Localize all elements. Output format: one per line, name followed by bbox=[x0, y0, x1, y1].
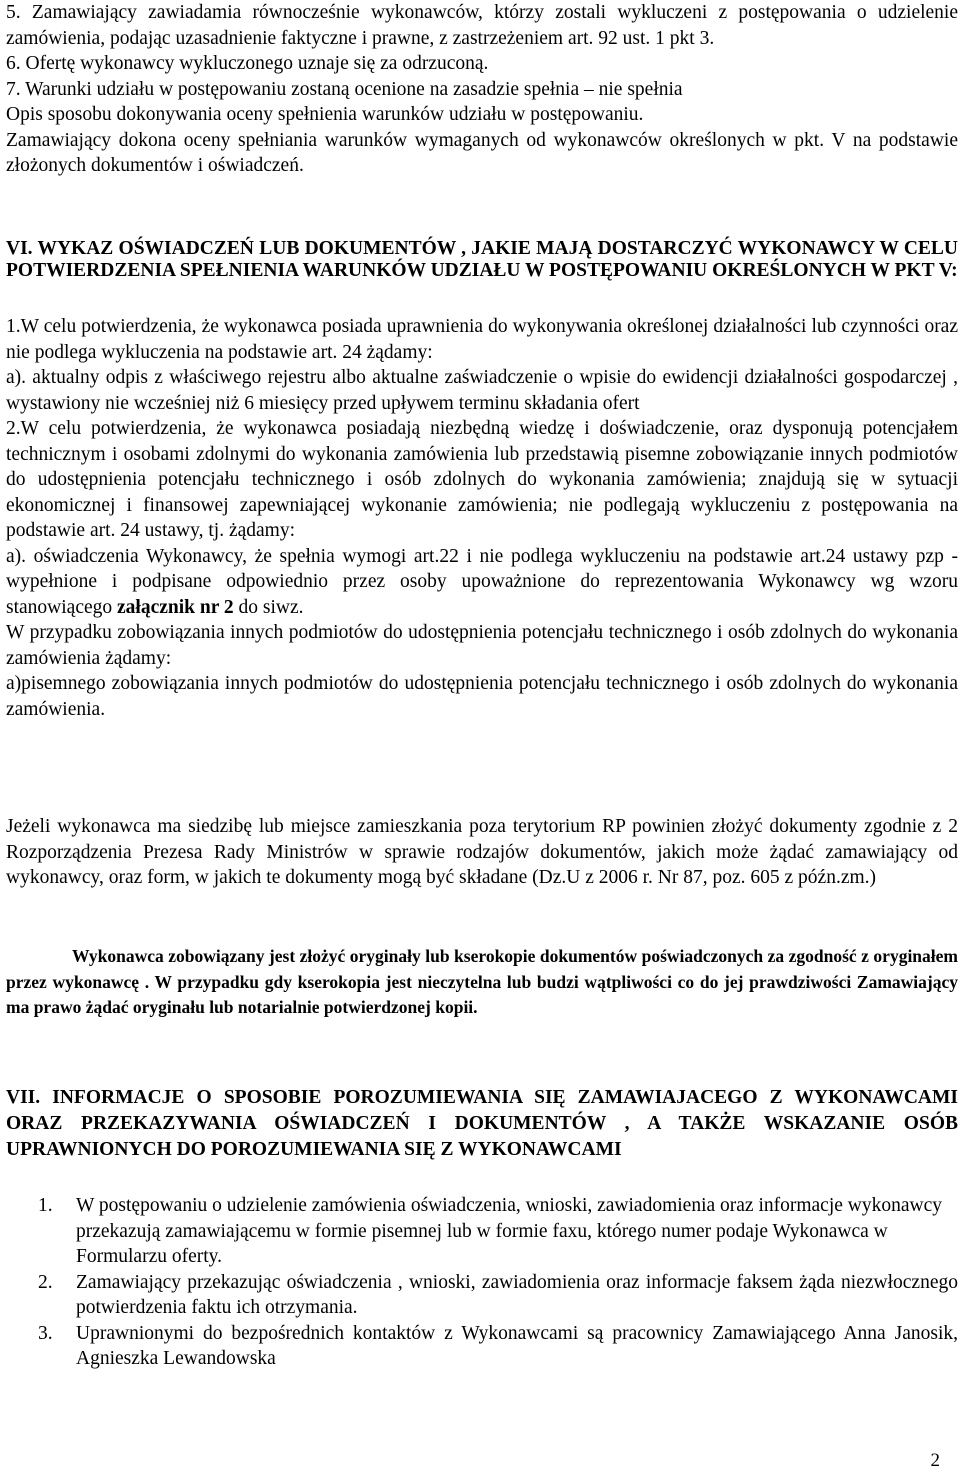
requirement-2a: a). oświadczenia Wykonawcy, że spełnia wymogi art.22 i nie podlega wykluczeniu na podstawie art.24 ustawy pzp - wypełnione i podpisane odpowiednio przez osoby upoważnione do reprezentowania Wykonawcy wg wzoru stanowiącego załącznik nr 2 do siwz. bbox=[6, 545, 958, 618]
evaluation-statement: Zamawiający dokona oceny spełniania warunków wymaganych od wykonawców określonych w pkt. V na podstawie złożonych dokumentów i oświadczeń. bbox=[6, 129, 958, 176]
communication-rules-list bbox=[6, 1193, 958, 1372]
paragraph-7: 7. Warunki udziału w postępowaniu zostaną ocenione na zasadzie spełnia – nie spełnia bbox=[6, 78, 683, 100]
foreign-contractor-paragraph bbox=[6, 814, 958, 891]
requirement-3a: a)pisemnego zobowiązania innych podmiotów do udostępnienia potencjału technicznego i osób zdolnych do wykonania zamówienia. bbox=[6, 673, 958, 720]
list-item: 2. Zamawiający przekazując oświadczenia , wnioski, zawiadomienia oraz informacje faksem żąda niezwłocznego potwierdzenia faktu ich otrzymania. bbox=[38, 1271, 958, 1318]
section-vii-list bbox=[6, 1193, 958, 1372]
attachment-reference: załącznik nr 2 bbox=[117, 596, 234, 618]
copies-note bbox=[6, 944, 958, 1021]
section-v-continuation bbox=[6, 0, 958, 179]
foreign-contractor-text: Jeżeli wykonawca ma siedzibę lub miejsce zamieszkania poza terytorium RP powinien złożyć dokumenty zgodnie z 2 Rozporządzenia Prezesa Rady Ministrów w sprawie rodzajów dokumentów, jakich może żądać zamawiający od wykonawcy, oraz form, w jakich te dokumenty mogą być składane (Dz.U z 2006 r. Nr 87, poz. 605 z późn.zm.) bbox=[6, 816, 958, 888]
section-vii bbox=[6, 1085, 958, 1163]
paragraph-6: 6. Ofertę wykonawcy wykluczonego uznaje się za odrzuconą. bbox=[6, 53, 489, 74]
evaluation-description: Opis sposobu dokonywania oceny spełnienia warunków udziału w postępowaniu. bbox=[6, 104, 644, 125]
copies-note-text: Wykonawca zobowiązany jest złożyć oryginały lub kserokopie dokumentów poświadczonych za zgodność z oryginałem przez wykonawcę . W przypadku gdy kserokopia jest nieczytelna lub budzi wątpliwości co do jej prawdziwości Zamawiający ma prawo żądać oryginału lub notarialnie potwierdzonej kopii. bbox=[6, 946, 958, 1017]
requirement-1: 1.W celu potwierdzenia, że wykonawca posiada uprawnienia do wykonywania określonej działalności lub czynności oraz nie podlega wykluczenia na podstawie art. 24 żądamy: bbox=[6, 316, 958, 363]
list-item: 3. Uprawnionymi do bezpośrednich kontaktów z Wykonawcami są pracownicy Zamawiającego Anna Janosik, Agnieszka Lewandowska bbox=[38, 1322, 958, 1369]
requirement-2: 2.W celu potwierdzenia, że wykonawca posiadają niezbędną wiedzę i doświadczenie, oraz dysponują potencjałem technicznym i osobami zdolnymi do wykonania zamówienia lub przedstawią pisemne zobowiązanie innych podmiotów do udostępnienia potencjału technicznego i osób zdolnych do wykonania zamówienia; znajdują się w sytuacji ekonomicznej i finansowej zapewniającej wykonanie zamówienia; nie podlegają wykluczeniu z postępowania na podstawie art. 24 ustawy, tj. żądamy: bbox=[6, 418, 958, 541]
requirement-3: W przypadku zobowiązania innych podmiotów do udostępnienia potencjału technicznego i osób zdolnych do wykonania zamówienia żądamy: bbox=[6, 622, 958, 669]
page-number: 2 bbox=[930, 1450, 940, 1471]
section-vi bbox=[6, 238, 958, 282]
section-vii-heading: VII. INFORMACJE O SPOSOBIE POROZUMIEWANIA SIĘ ZAMAWIAJACEGO Z WYKONAWCAMI ORAZ PRZEKAZYWANIA OŚWIADCZEŃ I DOKUMENTÓW , A TAKŻE WSKAZANIE OSÓB UPRAWNIONYCH DO POROZUMIEWANIA SIĘ Z WYKONAWCAMI bbox=[6, 1087, 958, 1160]
section-vi-heading: VI. WYKAZ OŚWIADCZEŃ LUB DOKUMENTÓW , JAKIE MAJĄ DOSTARCZYĆ WYKONAWCY W CELU POTWIERDZENIA SPEŁNIENIA WARUNKÓW UDZIAŁU W POSTĘPOWANIU OKREŚLONYCH W PKT V: bbox=[6, 238, 958, 281]
requirement-1a: a). aktualny odpis z właściwego rejestru albo aktualne zaświadczenie o wpisie do ewidencji działalności gospodarczej , wystawiony nie wcześniej niż 6 miesięcy przed upływem terminu składania ofert bbox=[6, 367, 958, 414]
section-vi-body bbox=[6, 314, 958, 722]
list-item: 1. W postępowaniu o udzielenie zamówienia oświadczenia, wnioski, zawiadomienia oraz informacje wykonawcy przekazują zamawiającemu w formie pisemnej lub w formie faxu, którego numer podaje Wykonawca w Formularzu oferty. bbox=[38, 1195, 942, 1267]
paragraph-5: 5. Zamawiający zawiadamia równocześnie wykonawców, którzy zostali wykluczeni z postępowania o udzielenie zamówienia, podając uzasadnienie faktyczne i prawne, z zastrzeżeniem art. 92 ust. 1 pkt 3. bbox=[6, 2, 958, 49]
